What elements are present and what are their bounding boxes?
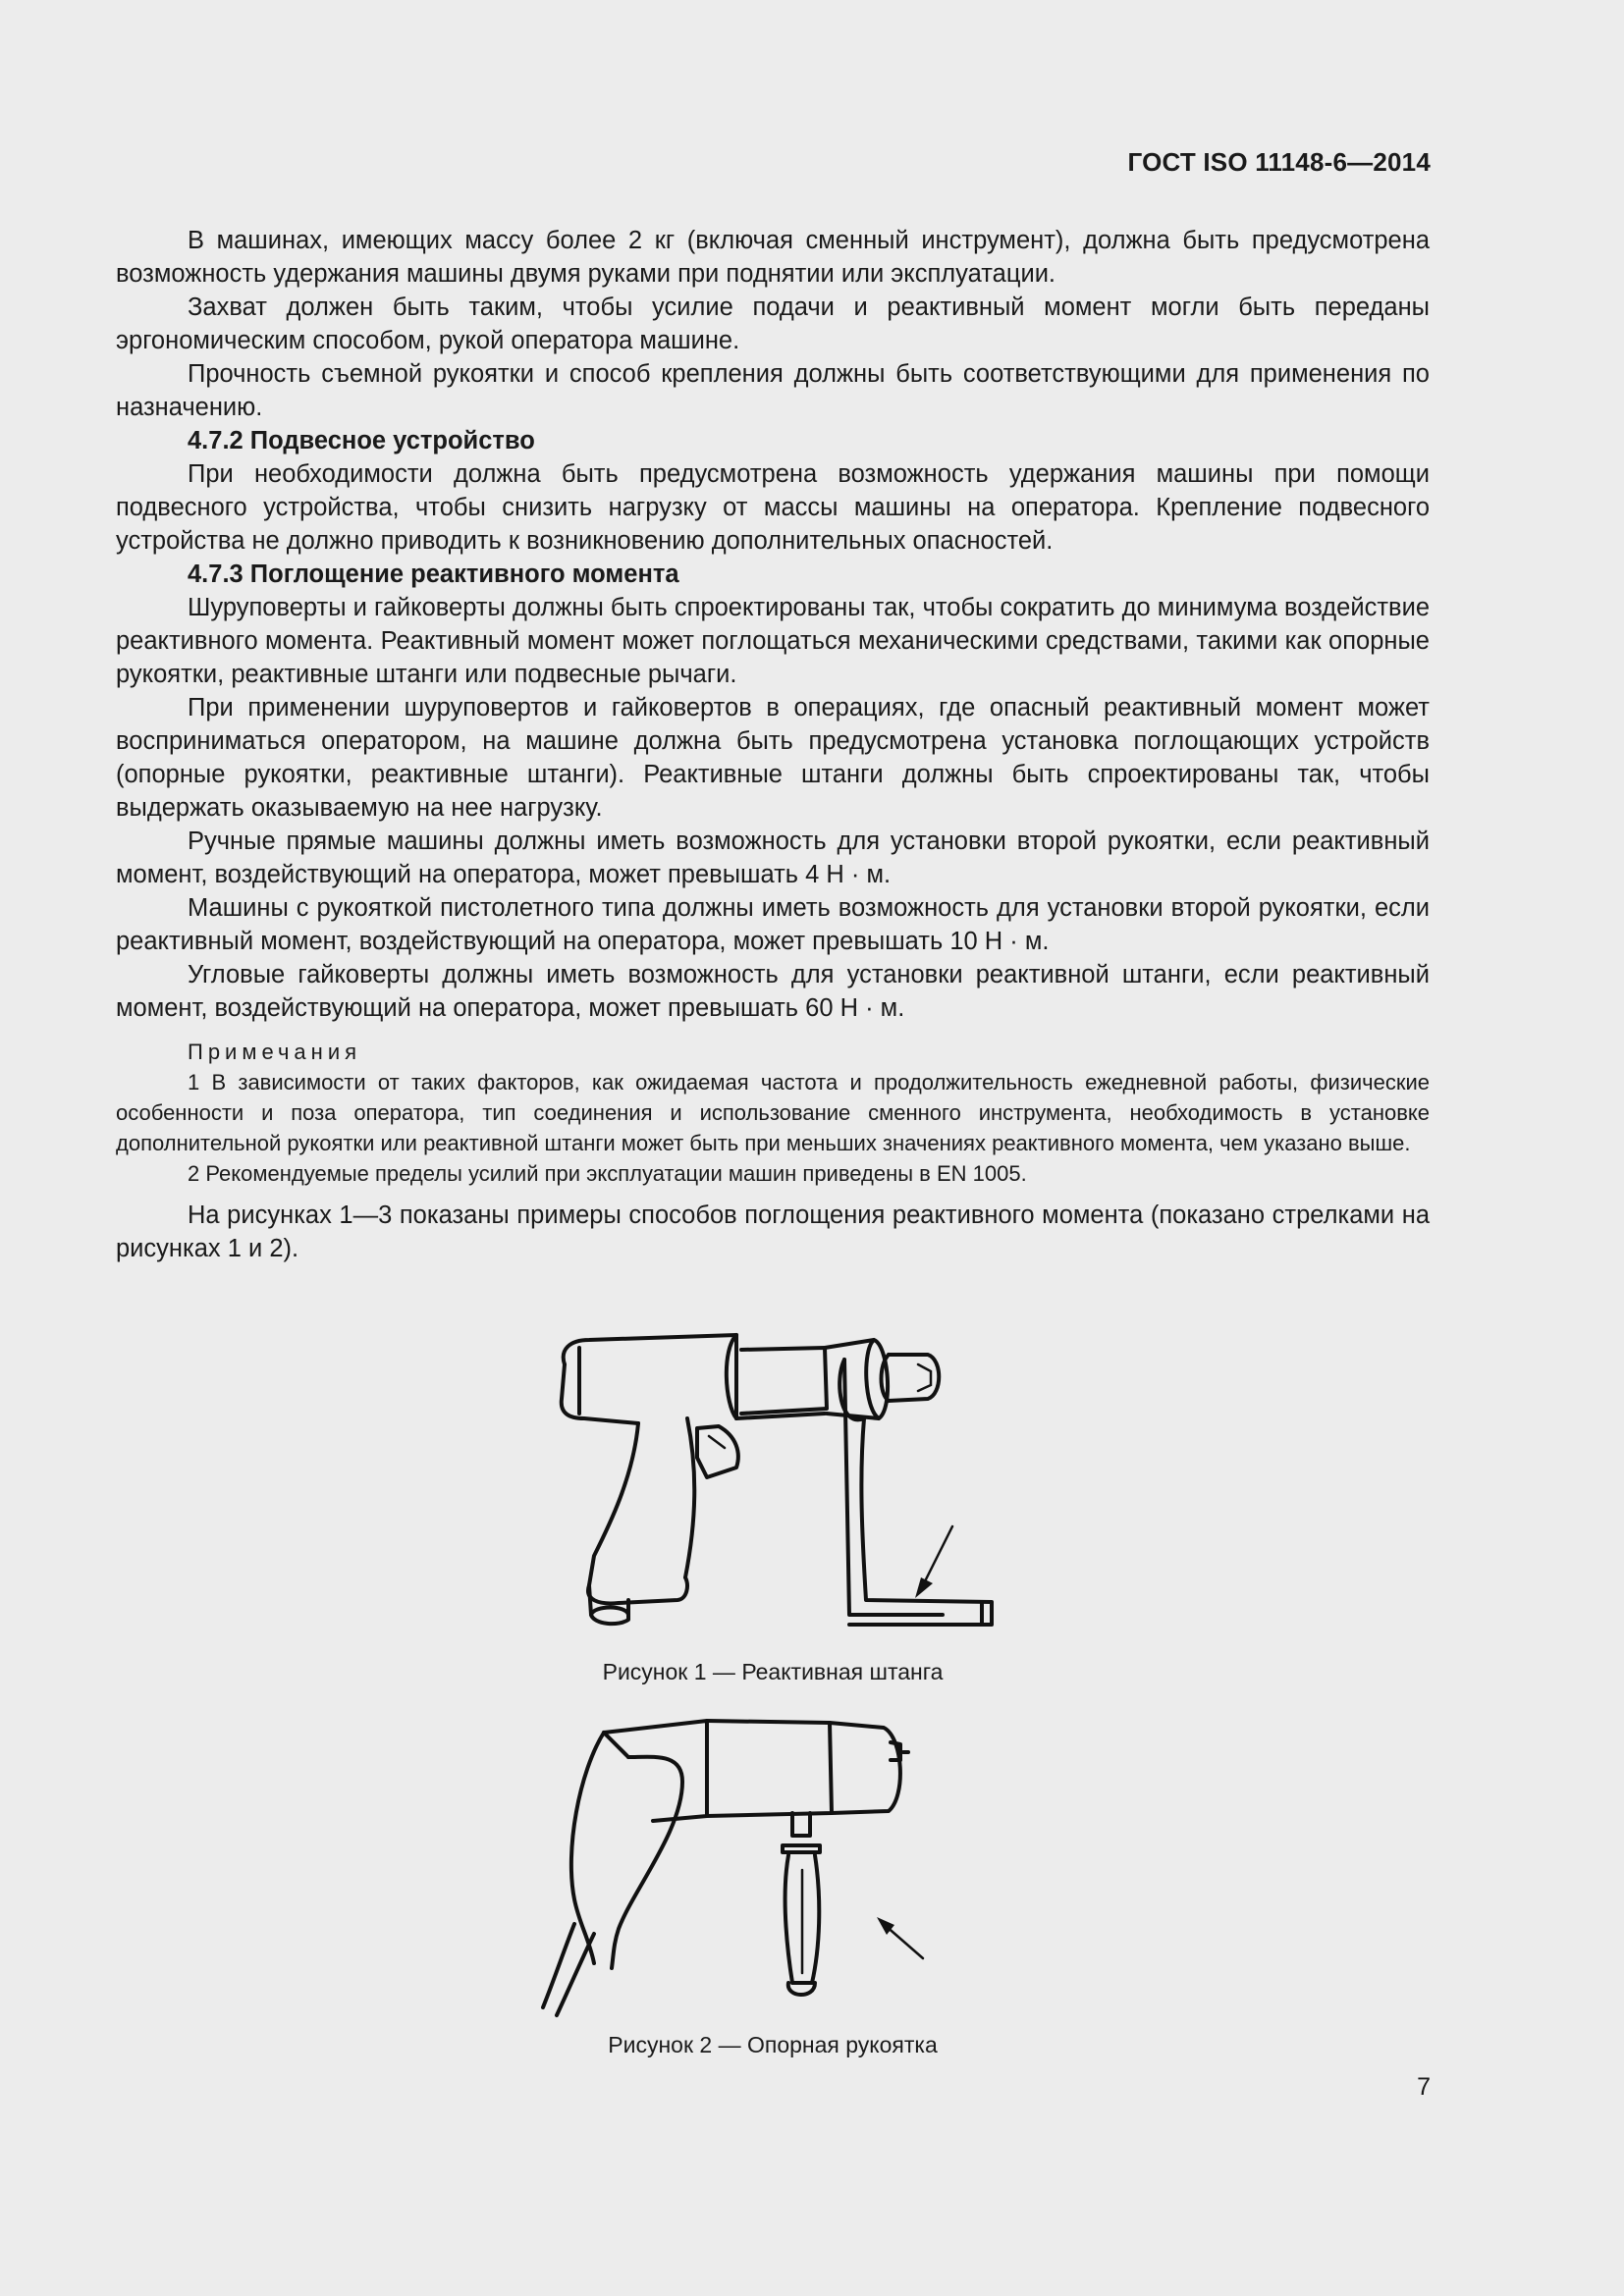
figure-2-caption: Рисунок 2 — Опорная рукоятка <box>608 2032 938 2057</box>
notes-title: Примечания <box>188 1040 362 1064</box>
paragraph: Шуруповерты и гайковерты должны быть спроектированы так, чтобы сократить до минимума воздействие реактивного момента. Реактивный момент может поглощаться механическими средствами, такими как опорные рукоятки, реактивные штанги или подвесные рычаги. <box>116 594 1430 688</box>
paragraph: В машинах, имеющих массу более 2 кг (включая сменный инструмент), должна быть предусмотрена возможность удержания машины двумя руками при поднятии или эксплуатации. <box>116 227 1430 288</box>
note-item: 2 Рекомендуемые пределы усилий при эксплуатации машин приведены в EN 1005. <box>188 1161 1027 1186</box>
figure-1-caption: Рисунок 1 — Реактивная штанга <box>602 1659 944 1684</box>
main-text <box>116 224 1430 1265</box>
paragraph: Ручные прямые машины должны иметь возможность для установки второй рукоятки, если реактивный момент, воздействующий на оператора, может превышать 4 Н · м. <box>116 828 1430 888</box>
figure-1-reaction-bar-drawing <box>550 1320 1001 1644</box>
figures-intro: На рисунках 1—3 показаны примеры способов поглощения реактивного момента (показано стрелками на рисунках 1 и 2). <box>116 1201 1430 1262</box>
page-number: 7 <box>1417 2073 1431 2101</box>
note-item: 1 В зависимости от таких факторов, как ожидаемая частота и продолжительность ежедневной работы, физические особенности и поза оператора, тип соединения и использование сменного инструмента, необходимость в установке дополнительной рукоятки или реактивной штанги может быть при меньших значениях реактивного момента, чем указано выше. <box>116 1070 1430 1155</box>
section-heading-4-7-2: 4.7.2 Подвесное устройство <box>188 427 535 454</box>
figure-2-support-handle-drawing <box>535 1703 1006 2022</box>
section-heading-4-7-3: 4.7.3 Поглощение реактивного момента <box>188 561 679 588</box>
paragraph: Машины с рукояткой пистолетного типа должны иметь возможность для установки второй рукоятки, если реактивный момент, воздействующий на оператора, может превышать 10 Н · м. <box>116 894 1430 955</box>
paragraph: Прочность съемной рукоятки и способ крепления должны быть соответствующими для применения по назначению. <box>116 360 1430 421</box>
paragraph: При применении шуруповертов и гайковертов в операциях, где опасный реактивный момент может восприниматься оператором, на машине должна быть предусмотрена установка поглощающих устройств (опорные рукоятки, реактивные штанги). Реактивные штанги должны быть спроектированы так, чтобы выдержать оказываемую на нее нагрузку. <box>116 694 1430 822</box>
paragraph: При необходимости должна быть предусмотрена возможность удержания машины при помощи подвесного устройства, чтобы снизить нагрузку от массы машины на оператора. Крепление подвесного устройства не должно приводить к возникновению дополнительных опасностей. <box>116 460 1430 555</box>
paragraph: Захват должен быть таким, чтобы усилие подачи и реактивный момент могли быть переданы эргономическим способом, рукой оператора машине. <box>116 294 1430 354</box>
paragraph: Угловые гайковерты должны иметь возможность для установки реактивной штанги, если реактивный момент, воздействующий на оператора, может превышать 60 Н · м. <box>116 961 1430 1022</box>
document-header: ГОСТ ISO 11148-6—2014 <box>1127 147 1431 177</box>
notes-block <box>116 1037 1430 1189</box>
